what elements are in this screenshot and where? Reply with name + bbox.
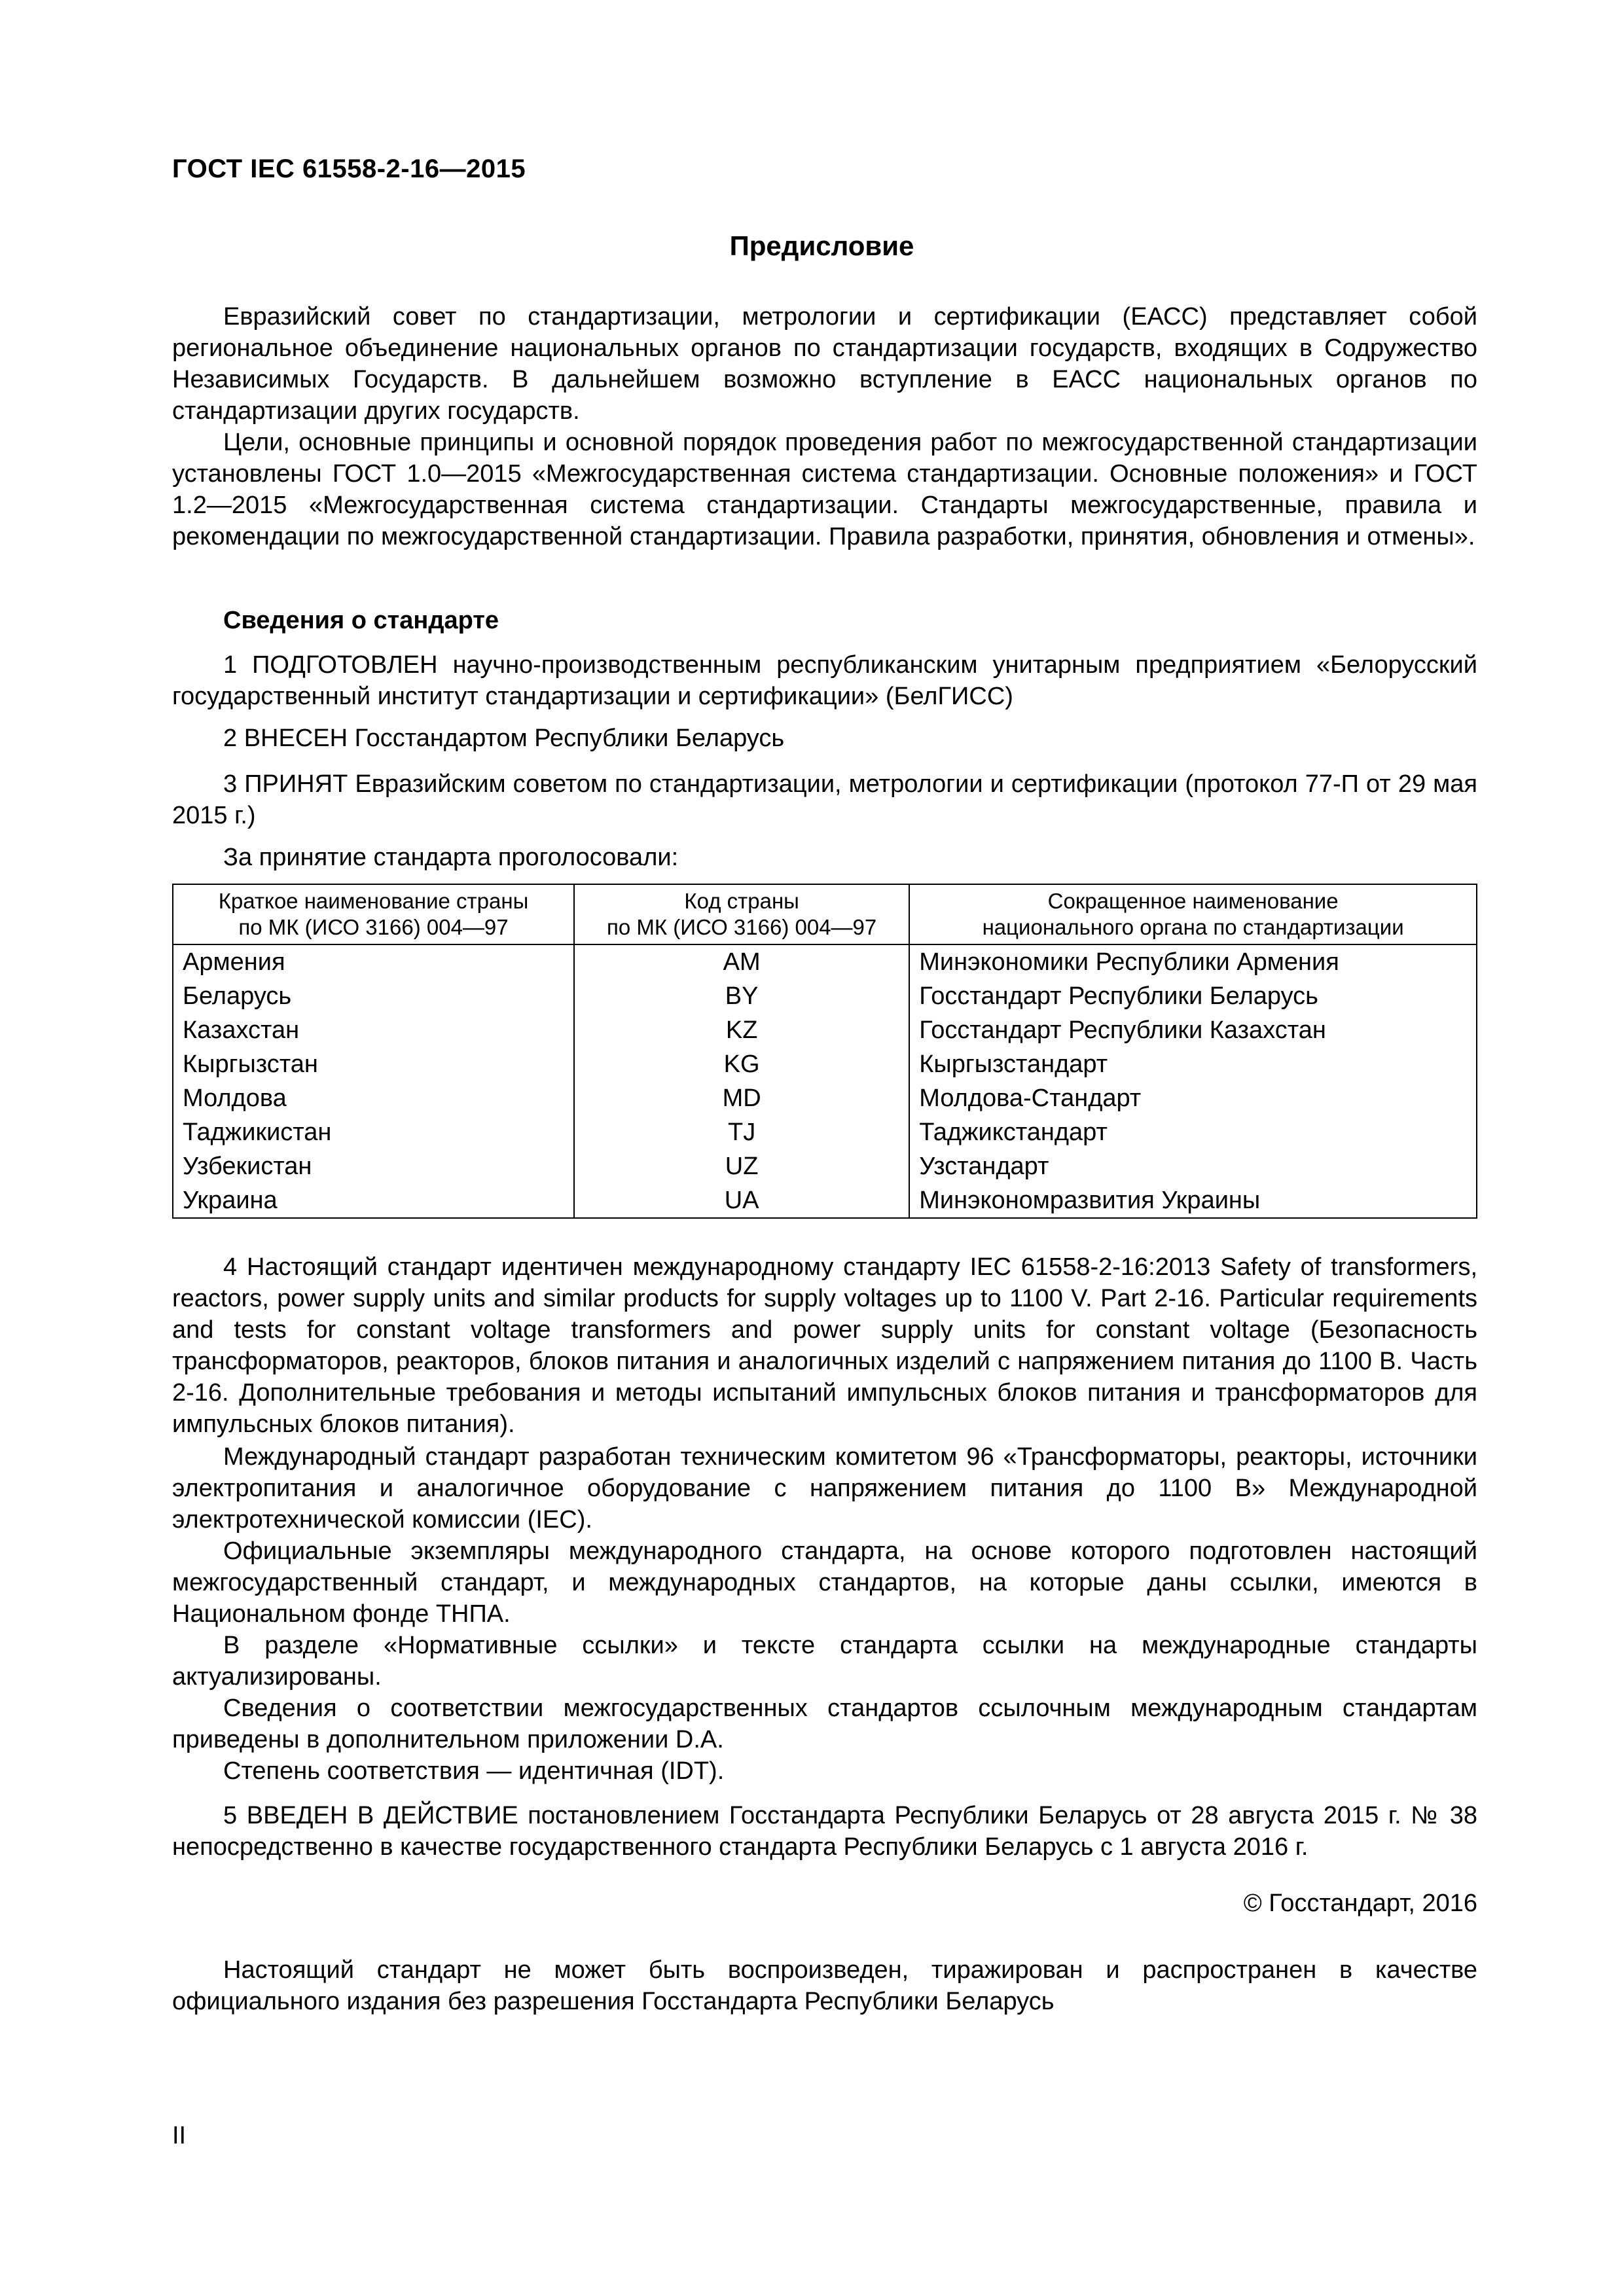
body-cell: Госстандарт Республики Казахстан [909, 1013, 1477, 1047]
table-row [173, 1149, 1477, 1183]
item-4-correspondence: Сведения о соответствии межгосударственных стандартов ссылочным международным стандартам приведены в дополнительном приложении D.A. [172, 1695, 1477, 1753]
standard-designation: ГОСТ IEC 61558-2-16—2015 [172, 154, 526, 183]
header-country-line2: по МК (ИСО 3166) 004—97 [238, 915, 509, 939]
preface-paragraph-2: Цели, основные принципы и основной порядок проведения работ по межгосударственной стандартизации установлены ГОСТ 1.0—2015 «Межгосударственная система стандартизации. Основные положения» и ГОСТ 1.2—2015 «Межгосударственная система стандартизации. Стандарты межгосударственные, правила и рекомендации по межгосударственной стандартизации. Правила разработки, принятия, обновления и отмены». [172, 429, 1477, 550]
code-cell: MD [574, 1081, 909, 1115]
item-5-enacted: 5 ВВЕДЕН В ДЕЙСТВИЕ постановлением Госстандарта Республики Беларусь от 28 августа 2015 г. № 38 непосредственно в качестве государственного стандарта Республики Беларусь с 1 августа 2016 г. [172, 1802, 1477, 1861]
copyright: © Госстандарт, 2016 [1243, 1890, 1477, 1917]
item-4-references: В разделе «Нормативные ссылки» и тексте стандарта ссылки на международные стандарты актуализированы. [172, 1632, 1477, 1691]
table-row [173, 1013, 1477, 1047]
code-cell: AM [574, 944, 909, 979]
country-cell: Таджикистан [173, 1115, 574, 1149]
table-row [173, 1047, 1477, 1081]
body-cell: Минэкономразвития Украины [909, 1183, 1477, 1218]
header-body-line2: национального органа по стандартизации [982, 915, 1404, 939]
body-cell: Молдова-Стандарт [909, 1081, 1477, 1115]
preface-title: Предисловие [729, 230, 914, 261]
country-cell: Казахстан [173, 1013, 574, 1047]
country-cell: Беларусь [173, 979, 574, 1013]
code-cell: KG [574, 1047, 909, 1081]
country-cell: Армения [173, 944, 574, 979]
item-2-submitted: 2 ВНЕСЕН Госстандартом Республики Беларусь [223, 725, 785, 752]
body-cell: Кыргызстандарт [909, 1047, 1477, 1081]
page-number: II [172, 2122, 187, 2149]
reproduction-notice: Настоящий стандарт не может быть воспроизведен, тиражирован и распространен в качестве официального издания без разрешения Госстандарта Республики Беларусь [172, 1956, 1477, 2015]
code-cell: KZ [574, 1013, 909, 1047]
table-row [173, 1081, 1477, 1115]
body-cell: Минэкономики Республики Армения [909, 944, 1477, 979]
item-4-committee: Международный стандарт разработан техническим комитетом 96 «Трансформаторы, реакторы, источники электропитания и аналогичное оборудование с напряжением питания до 1100 В» Международной электротехнической комиссии (IEC). [172, 1443, 1477, 1534]
country-cell: Кыргызстан [173, 1047, 574, 1081]
header-code [574, 884, 909, 944]
item-3-adopted: 3 ПРИНЯТ Евразийским советом по стандартизации, метрологии и сертификации (протокол 77-П от 29 мая 2015 г.) [172, 770, 1477, 829]
code-cell: TJ [574, 1115, 909, 1149]
code-cell: BY [574, 979, 909, 1013]
info-heading: Сведения о стандарте [223, 607, 499, 634]
preface-paragraph-1: Евразийский совет по стандартизации, метрологии и сертификации (ЕАСС) представляет собой региональное объединение национальных органов по стандартизации государств, входящих в Содружество Независимых Государств. В дальнейшем возможно вступление в ЕАСС национальных органов по стандартизации других государств. [172, 303, 1477, 425]
body-cell: Узстандарт [909, 1149, 1477, 1183]
header-country [173, 884, 574, 944]
body-cell: Госстандарт Республики Беларусь [909, 979, 1477, 1013]
header-country-line1: Краткое наименование страны [218, 889, 529, 913]
table-header-row [173, 884, 1477, 944]
table-row [173, 1115, 1477, 1149]
header-code-line2: по МК (ИСО 3166) 004—97 [607, 915, 877, 939]
country-cell: Узбекистан [173, 1149, 574, 1183]
vote-intro: За принятие стандарта проголосовали: [223, 844, 679, 871]
country-cell: Украина [173, 1183, 574, 1218]
item-1-prepared: 1 ПОДГОТОВЛЕН научно-производственным республиканским унитарным предприятием «Белорусский государственный институт стандартизации и сертификации» (БелГИСС) [172, 651, 1477, 710]
header-code-line1: Код страны [684, 889, 799, 913]
table-row [173, 944, 1477, 979]
item-4-degree: Степень соответствия — идентичная (IDT). [223, 1757, 725, 1785]
header-body-line1: Сокращенное наименование [1047, 889, 1339, 913]
item-4-identity: 4 Настоящий стандарт идентичен международному стандарту IEC 61558-2-16:2013 Safety of transformers, reactors, power supply units and similar products for supply voltages up to 1100 V. Part 2-16. Particular requirements and tests for constant voltage transformers and power supply units for constant voltage (Безопасность трансформаторов, реакторов, блоков питания и аналогичных изделий с напряжением питания до 1100 В. Часть 2-16. Дополнительные требования и методы испытаний импульсных блоков питания и трансформаторов для импульсных блоков питания). [172, 1253, 1477, 1438]
item-4-official-copies: Официальные экземпляры международного стандарта, на основе которого подготовлен настоящий межгосударственный стандарт, и международных стандартов, на которые даны ссылки, имеются в Национальном фонде ТНПА. [172, 1537, 1477, 1628]
header-body [909, 884, 1477, 944]
country-cell: Молдова [173, 1081, 574, 1115]
code-cell: UA [574, 1183, 909, 1218]
voting-table [172, 884, 1477, 1219]
table-row [173, 979, 1477, 1013]
body-cell: Таджикстандарт [909, 1115, 1477, 1149]
table-row [173, 1183, 1477, 1218]
code-cell: UZ [574, 1149, 909, 1183]
